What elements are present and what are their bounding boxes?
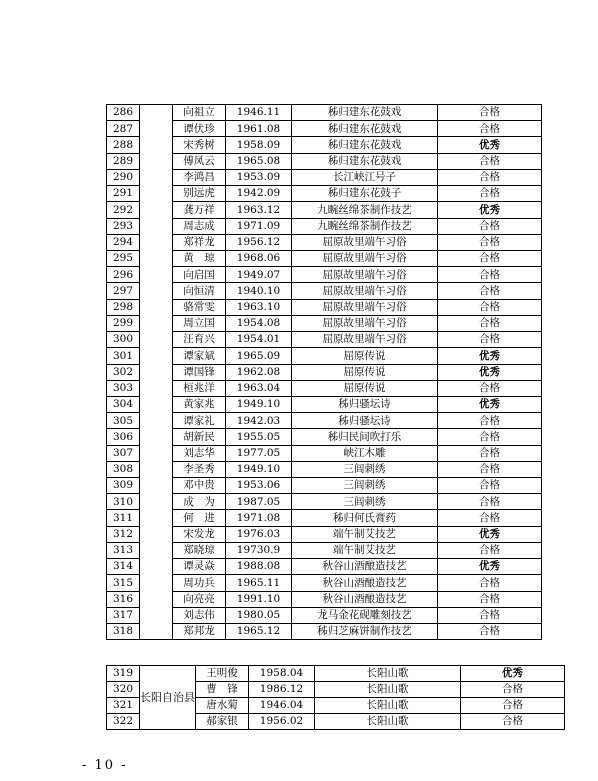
table-row [107, 267, 542, 283]
birth-date-cell: 1988.08 [226, 559, 292, 575]
inheritor-table-changyang [106, 665, 565, 730]
birth-date-cell: 1954.08 [226, 315, 292, 331]
birth-date-cell: 1953.09 [226, 169, 292, 185]
table-row [107, 169, 542, 185]
heritage-item-cell: 端午制艾技艺 [292, 526, 438, 542]
assessment-result-cell: 合格 [438, 429, 542, 445]
row-number-cell: 311 [107, 510, 140, 526]
birth-date-cell: 1962.08 [226, 364, 292, 380]
heritage-item-cell: 秭归建东花鼓子 [292, 186, 438, 202]
name-cell: 骆常雯 [173, 299, 226, 315]
name-cell: 王明俊 [196, 666, 249, 682]
heritage-item-cell: 三闾刺绣 [292, 494, 438, 510]
name-cell: 郑祥龙 [173, 234, 226, 250]
row-number-cell: 292 [107, 202, 140, 218]
table-row [107, 607, 542, 623]
table-row [107, 364, 542, 380]
name-cell: 谭灵焱 [173, 559, 226, 575]
name-cell: 谭家斌 [173, 348, 226, 364]
name-cell: 向恒清 [173, 283, 226, 299]
row-number-cell: 297 [107, 283, 140, 299]
name-cell: 曹 锋 [196, 682, 249, 698]
assessment-result-cell: 合格 [438, 445, 542, 461]
heritage-item-cell: 秭归骚坛诗 [292, 396, 438, 412]
birth-date-cell: 1976.03 [226, 526, 292, 542]
assessment-result-cell: 合格 [438, 332, 542, 348]
row-number-cell: 295 [107, 250, 140, 266]
heritage-item-cell: 长阳山歌 [315, 714, 461, 730]
heritage-item-cell: 峡江木雕 [292, 445, 438, 461]
row-number-cell: 315 [107, 575, 140, 591]
heritage-item-cell: 秋谷山酒酿造技艺 [292, 559, 438, 575]
birth-date-cell: 1963.10 [226, 299, 292, 315]
birth-date-cell: 1965.11 [226, 575, 292, 591]
birth-date-cell: 1965.12 [226, 624, 292, 640]
table-row [107, 666, 565, 682]
row-number-cell: 317 [107, 607, 140, 623]
table-row [107, 461, 542, 477]
row-number-cell: 306 [107, 429, 140, 445]
birth-date-cell: 1956.12 [226, 234, 292, 250]
region-cell [140, 105, 173, 640]
heritage-item-cell: 九畹丝绵茶制作技艺 [292, 202, 438, 218]
heritage-item-cell: 屈原故里端午习俗 [292, 267, 438, 283]
table-row [107, 413, 542, 429]
table-row [107, 250, 542, 266]
name-cell: 宋秀树 [173, 137, 226, 153]
heritage-item-cell: 秭归建东花鼓戏 [292, 105, 438, 121]
birth-date-cell: 19730.9 [226, 542, 292, 558]
heritage-item-cell: 三闾刺绣 [292, 478, 438, 494]
birth-date-cell: 1963.12 [226, 202, 292, 218]
birth-date-cell: 1965.09 [226, 348, 292, 364]
name-cell: 谭国锋 [173, 364, 226, 380]
assessment-result-cell: 优秀 [438, 137, 542, 153]
heritage-item-cell: 屈原传说 [292, 380, 438, 396]
heritage-item-cell: 秭归民间吹打乐 [292, 429, 438, 445]
name-cell: 龚万祥 [173, 202, 226, 218]
inheritor-table-main-body [107, 105, 542, 640]
heritage-item-cell: 长阳山歌 [315, 682, 461, 698]
row-number-cell: 303 [107, 380, 140, 396]
birth-date-cell: 1971.08 [226, 510, 292, 526]
row-number-cell: 305 [107, 413, 140, 429]
row-number-cell: 313 [107, 542, 140, 558]
table-row [107, 494, 542, 510]
birth-date-cell: 1991.10 [226, 591, 292, 607]
heritage-item-cell: 长阳山歌 [315, 666, 461, 682]
row-number-cell: 290 [107, 169, 140, 185]
row-number-cell: 302 [107, 364, 140, 380]
name-cell: 邓中贵 [173, 478, 226, 494]
table-row [107, 380, 542, 396]
assessment-result-cell: 合格 [438, 591, 542, 607]
row-number-cell: 300 [107, 332, 140, 348]
assessment-result-cell: 合格 [438, 186, 542, 202]
name-cell: 李圣秀 [173, 461, 226, 477]
table-row [107, 396, 542, 412]
row-number-cell: 301 [107, 348, 140, 364]
heritage-item-cell: 秭归建东花鼓戏 [292, 137, 438, 153]
table-row [107, 105, 542, 121]
birth-date-cell: 1949.10 [226, 461, 292, 477]
row-number-cell: 298 [107, 299, 140, 315]
name-cell: 向祖立 [173, 105, 226, 121]
table-row [107, 559, 542, 575]
assessment-result-cell: 合格 [438, 510, 542, 526]
name-cell: 别远虎 [173, 186, 226, 202]
row-number-cell: 310 [107, 494, 140, 510]
table-row [107, 315, 542, 331]
table-row [107, 299, 542, 315]
heritage-item-cell: 秭归建东花鼓戏 [292, 121, 438, 137]
birth-date-cell: 1955.05 [226, 429, 292, 445]
assessment-result-cell: 合格 [438, 283, 542, 299]
birth-date-cell: 1949.07 [226, 267, 292, 283]
assessment-result-cell: 合格 [461, 682, 565, 698]
row-number-cell: 307 [107, 445, 140, 461]
assessment-result-cell: 优秀 [438, 559, 542, 575]
assessment-result-cell: 合格 [438, 607, 542, 623]
birth-date-cell: 1946.04 [249, 698, 315, 714]
name-cell: 周立国 [173, 315, 226, 331]
birth-date-cell: 1963.04 [226, 380, 292, 396]
assessment-result-cell: 合格 [461, 714, 565, 730]
table-row [107, 234, 542, 250]
name-cell: 胡新民 [173, 429, 226, 445]
table-row [107, 153, 542, 169]
row-number-cell: 296 [107, 267, 140, 283]
assessment-result-cell: 合格 [438, 413, 542, 429]
assessment-result-cell: 合格 [438, 461, 542, 477]
name-cell: 刘志华 [173, 445, 226, 461]
table-row [107, 283, 542, 299]
heritage-item-cell: 端午制艾技艺 [292, 542, 438, 558]
name-cell: 黄 琼 [173, 250, 226, 266]
name-cell: 郑邦龙 [173, 624, 226, 640]
birth-date-cell: 1980.05 [226, 607, 292, 623]
assessment-result-cell: 合格 [438, 478, 542, 494]
assessment-result-cell: 合格 [438, 299, 542, 315]
name-cell: 刘志伟 [173, 607, 226, 623]
table-row [107, 186, 542, 202]
name-cell: 唐水菊 [196, 698, 249, 714]
row-number-cell: 288 [107, 137, 140, 153]
inheritor-table-changyang-body [107, 666, 565, 730]
heritage-item-cell: 秭归芝麻饼制作技艺 [292, 624, 438, 640]
heritage-item-cell: 长阳山歌 [315, 698, 461, 714]
table-row [107, 332, 542, 348]
heritage-item-cell: 长江峡江号子 [292, 169, 438, 185]
birth-date-cell: 1942.09 [226, 186, 292, 202]
heritage-item-cell: 秭归骚坛诗 [292, 413, 438, 429]
row-number-cell: 314 [107, 559, 140, 575]
name-cell: 汪育兴 [173, 332, 226, 348]
birth-date-cell: 1942.03 [226, 413, 292, 429]
assessment-result-cell: 合格 [438, 105, 542, 121]
row-number-cell: 319 [107, 666, 140, 682]
birth-date-cell: 1949.10 [226, 396, 292, 412]
name-cell: 成 为 [173, 494, 226, 510]
assessment-result-cell: 优秀 [461, 666, 565, 682]
birth-date-cell: 1968.06 [226, 250, 292, 266]
birth-date-cell: 1956.02 [249, 714, 315, 730]
table-row [107, 624, 542, 640]
assessment-result-cell: 合格 [438, 267, 542, 283]
row-number-cell: 293 [107, 218, 140, 234]
row-number-cell: 299 [107, 315, 140, 331]
heritage-item-cell: 屈原传说 [292, 348, 438, 364]
name-cell: 谭家礼 [173, 413, 226, 429]
heritage-item-cell: 秭归建东花鼓戏 [292, 153, 438, 169]
table-row [107, 218, 542, 234]
assessment-result-cell: 合格 [438, 315, 542, 331]
assessment-result-cell: 合格 [438, 250, 542, 266]
name-cell: 周志成 [173, 218, 226, 234]
row-number-cell: 289 [107, 153, 140, 169]
table-row [107, 542, 542, 558]
assessment-result-cell: 优秀 [438, 202, 542, 218]
inheritor-table-main [106, 104, 542, 640]
table-row [107, 202, 542, 218]
name-cell: 何 进 [173, 510, 226, 526]
assessment-result-cell: 合格 [438, 575, 542, 591]
name-cell: 向亮亮 [173, 591, 226, 607]
row-number-cell: 322 [107, 714, 140, 730]
heritage-item-cell: 屈原传说 [292, 364, 438, 380]
table-row [107, 445, 542, 461]
assessment-result-cell: 优秀 [438, 396, 542, 412]
assessment-result-cell: 合格 [438, 380, 542, 396]
heritage-item-cell: 屈原故里端午习俗 [292, 315, 438, 331]
row-number-cell: 291 [107, 186, 140, 202]
table-row [107, 121, 542, 137]
table-row [107, 348, 542, 364]
name-cell: 傅凤云 [173, 153, 226, 169]
table-row [107, 526, 542, 542]
assessment-result-cell: 优秀 [438, 348, 542, 364]
table-row [107, 478, 542, 494]
birth-date-cell: 1953.06 [226, 478, 292, 494]
name-cell: 黄家兆 [173, 396, 226, 412]
birth-date-cell: 1986.12 [249, 682, 315, 698]
assessment-result-cell: 合格 [438, 234, 542, 250]
row-number-cell: 318 [107, 624, 140, 640]
birth-date-cell: 1940.10 [226, 283, 292, 299]
row-number-cell: 320 [107, 682, 140, 698]
row-number-cell: 304 [107, 396, 140, 412]
assessment-result-cell: 合格 [438, 121, 542, 137]
assessment-result-cell: 合格 [438, 153, 542, 169]
table-row [107, 137, 542, 153]
heritage-item-cell: 秭归何氏膏药 [292, 510, 438, 526]
row-number-cell: 294 [107, 234, 140, 250]
name-cell: 宋发龙 [173, 526, 226, 542]
row-number-cell: 309 [107, 478, 140, 494]
birth-date-cell: 1946.11 [226, 105, 292, 121]
birth-date-cell: 1958.04 [249, 666, 315, 682]
row-number-cell: 321 [107, 698, 140, 714]
birth-date-cell: 1954.01 [226, 332, 292, 348]
table-row [107, 575, 542, 591]
heritage-item-cell: 屈原故里端午习俗 [292, 299, 438, 315]
table-row [107, 510, 542, 526]
name-cell: 郝家银 [196, 714, 249, 730]
name-cell: 郑晓琼 [173, 542, 226, 558]
row-number-cell: 312 [107, 526, 140, 542]
birth-date-cell: 1965.08 [226, 153, 292, 169]
region-cell: 长阳自治县 [140, 666, 196, 730]
birth-date-cell: 1971.09 [226, 218, 292, 234]
assessment-result-cell: 合格 [438, 218, 542, 234]
table-row [107, 429, 542, 445]
heritage-item-cell: 屈原故里端午习俗 [292, 234, 438, 250]
assessment-result-cell: 合格 [438, 624, 542, 640]
heritage-item-cell: 屈原故里端午习俗 [292, 283, 438, 299]
heritage-item-cell: 龙马金花砚雕刻技艺 [292, 607, 438, 623]
heritage-item-cell: 三闾刺绣 [292, 461, 438, 477]
page-number: - 10 - [82, 758, 128, 773]
assessment-result-cell: 合格 [438, 542, 542, 558]
name-cell: 谭伏珍 [173, 121, 226, 137]
heritage-item-cell: 秋谷山酒酿造技艺 [292, 575, 438, 591]
heritage-item-cell: 秋谷山酒酿造技艺 [292, 591, 438, 607]
heritage-item-cell: 九畹丝绵茶制作技艺 [292, 218, 438, 234]
birth-date-cell: 1987.05 [226, 494, 292, 510]
assessment-result-cell: 优秀 [438, 526, 542, 542]
row-number-cell: 286 [107, 105, 140, 121]
assessment-result-cell: 优秀 [438, 364, 542, 380]
birth-date-cell: 1961.08 [226, 121, 292, 137]
assessment-result-cell: 合格 [438, 494, 542, 510]
heritage-item-cell: 屈原故里端午习俗 [292, 332, 438, 348]
birth-date-cell: 1977.05 [226, 445, 292, 461]
row-number-cell: 316 [107, 591, 140, 607]
row-number-cell: 308 [107, 461, 140, 477]
name-cell: 李鸿昌 [173, 169, 226, 185]
name-cell: 桓兆洋 [173, 380, 226, 396]
birth-date-cell: 1958.09 [226, 137, 292, 153]
name-cell: 周功兵 [173, 575, 226, 591]
assessment-result-cell: 合格 [438, 169, 542, 185]
assessment-result-cell: 合格 [461, 698, 565, 714]
name-cell: 向启国 [173, 267, 226, 283]
row-number-cell: 287 [107, 121, 140, 137]
heritage-item-cell: 屈原故里端午习俗 [292, 250, 438, 266]
table-row [107, 591, 542, 607]
